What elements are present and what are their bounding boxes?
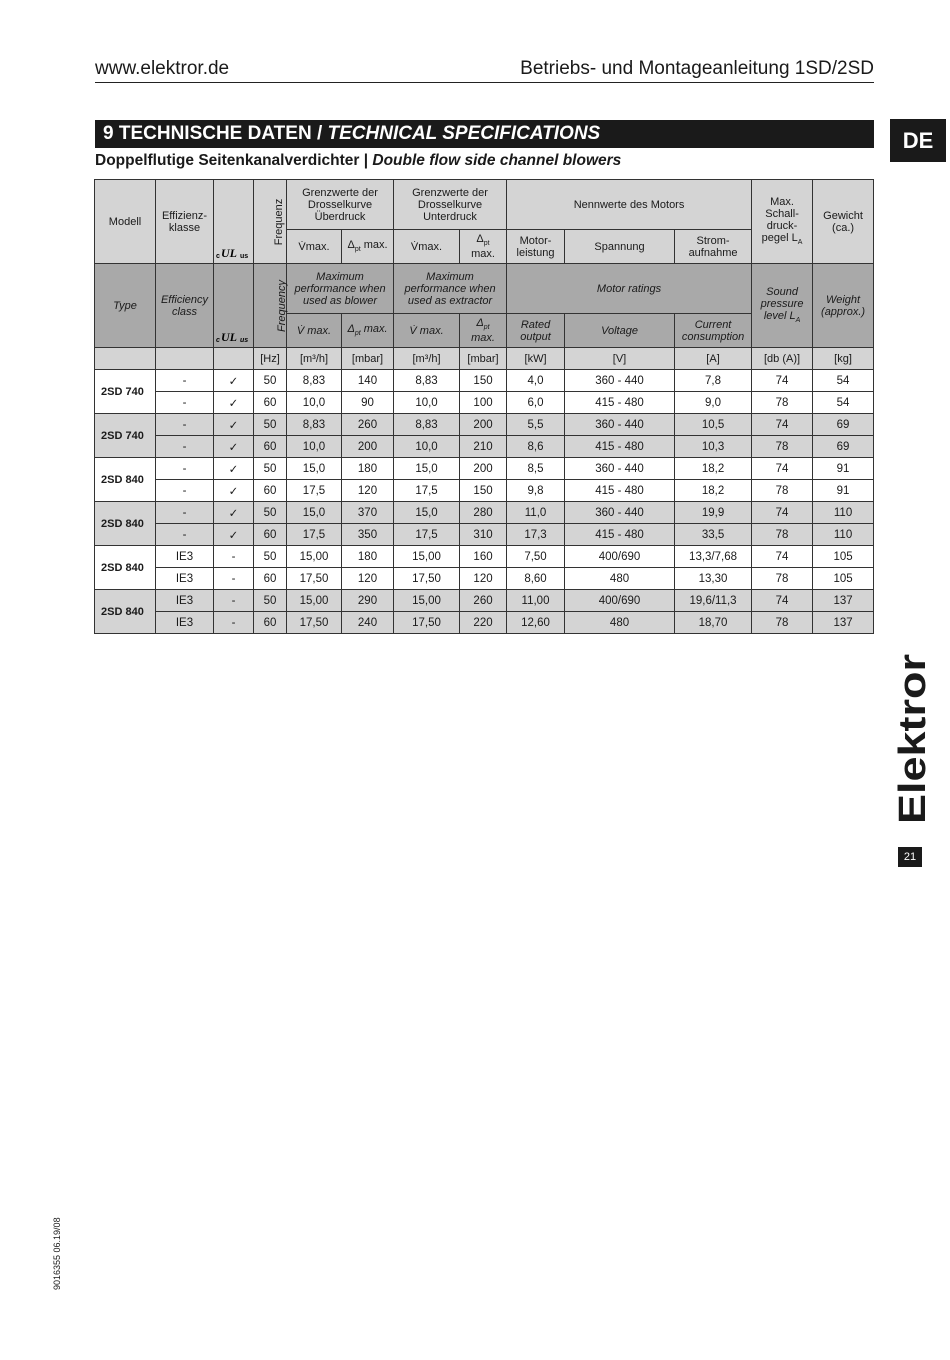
cell-kg: 137 <box>813 590 874 612</box>
table-row <box>95 590 874 612</box>
cell-model: 2SD 840 <box>95 458 156 502</box>
cell-db: 74 <box>752 546 813 568</box>
th-voltage: Voltage <box>565 314 675 348</box>
cell-v1: 15,0 <box>287 502 342 524</box>
svg-text:UL: UL <box>221 330 237 344</box>
cell-db: 74 <box>752 590 813 612</box>
cell-kw: 8,6 <box>507 436 565 458</box>
cell-ul: ✓ <box>214 458 254 480</box>
table-row <box>95 502 874 524</box>
cell-db: 74 <box>752 458 813 480</box>
cell-p1: 180 <box>342 458 394 480</box>
th-frequenz: Frequenz <box>254 180 287 264</box>
cell-p2: 200 <box>460 414 507 436</box>
th-current: Current consumption <box>675 314 752 348</box>
cell-kw: 5,5 <box>507 414 565 436</box>
th-extractor: Maximum performance when used as extractor <box>394 264 507 314</box>
cell-kg: 54 <box>813 370 874 392</box>
cell-v1: 17,5 <box>287 524 342 546</box>
cell-p1: 240 <box>342 612 394 634</box>
cell-v2: 17,50 <box>394 568 460 590</box>
cell-db: 74 <box>752 414 813 436</box>
th-ul-mark <box>214 180 254 264</box>
cell-v2: 15,0 <box>394 458 460 480</box>
cell-v1: 10,0 <box>287 436 342 458</box>
header-divider <box>95 82 874 83</box>
th-ul-mark-en <box>214 264 254 348</box>
cell-eff: - <box>156 524 214 546</box>
th-modell: Modell <box>95 180 156 264</box>
cell-eff: IE3 <box>156 612 214 634</box>
th-vmax-1: V̇max. <box>287 230 342 264</box>
unit-blank-3 <box>214 348 254 370</box>
table-row <box>95 546 874 568</box>
cell-v1: 8,83 <box>287 414 342 436</box>
cell-db: 78 <box>752 568 813 590</box>
cell-kw: 12,60 <box>507 612 565 634</box>
cell-volt: 415 - 480 <box>565 436 675 458</box>
cell-kw: 9,8 <box>507 480 565 502</box>
cell-p2: 120 <box>460 568 507 590</box>
cell-p2: 150 <box>460 370 507 392</box>
cell-amp: 13,3/7,68 <box>675 546 752 568</box>
th-en-vmax-2: V̇ max. <box>394 314 460 348</box>
cell-amp: 19,9 <box>675 502 752 524</box>
cell-amp: 9,0 <box>675 392 752 414</box>
th-effizienz: Effizienz-klasse <box>156 180 214 264</box>
cell-kw: 17,3 <box>507 524 565 546</box>
table-row <box>95 392 874 414</box>
cell-ul: ✓ <box>214 480 254 502</box>
spec-table <box>94 179 874 634</box>
cell-kg: 69 <box>813 436 874 458</box>
cell-ul: ✓ <box>214 436 254 458</box>
unit-kg: [kg] <box>813 348 874 370</box>
unit-mbar-1: [mbar] <box>342 348 394 370</box>
cell-eff: IE3 <box>156 568 214 590</box>
cell-kg: 91 <box>813 458 874 480</box>
cell-p1: 120 <box>342 568 394 590</box>
cell-ul: - <box>214 546 254 568</box>
cell-p1: 200 <box>342 436 394 458</box>
th-schall: Max. Schall-druck-pegel $L_A$ <box>752 180 813 264</box>
th-weight: Weight (approx.) <box>813 264 874 348</box>
cell-p2: 280 <box>460 502 507 524</box>
cell-ul: - <box>214 612 254 634</box>
cell-hz: 60 <box>254 524 287 546</box>
th-spannung: Spannung <box>565 230 675 264</box>
th-rated: Rated output <box>507 314 565 348</box>
table-row <box>95 458 874 480</box>
cell-db: 78 <box>752 480 813 502</box>
cell-kw: 8,60 <box>507 568 565 590</box>
cell-amp: 18,2 <box>675 480 752 502</box>
unit-blank-1 <box>95 348 156 370</box>
cell-db: 78 <box>752 436 813 458</box>
th-unterdruck: Grenzwerte der Drosselkurve Unterdruck <box>394 180 507 230</box>
cell-hz: 60 <box>254 612 287 634</box>
cell-p2: 200 <box>460 458 507 480</box>
th-dpt-2: $\Delta_{pt}$ max. <box>460 230 507 264</box>
cell-hz: 50 <box>254 414 287 436</box>
unit-db: [db (A)] <box>752 348 813 370</box>
cell-eff: IE3 <box>156 590 214 612</box>
cell-ul: - <box>214 568 254 590</box>
cell-p1: 290 <box>342 590 394 612</box>
cell-eff: - <box>156 502 214 524</box>
cell-kg: 110 <box>813 502 874 524</box>
unit-hz: [Hz] <box>254 348 287 370</box>
cell-hz: 50 <box>254 502 287 524</box>
cell-amp: 18,2 <box>675 458 752 480</box>
svg-text:UL: UL <box>221 246 237 260</box>
language-tab: DE <box>890 119 946 162</box>
cell-p2: 160 <box>460 546 507 568</box>
cell-p2: 220 <box>460 612 507 634</box>
th-gewicht: Gewicht (ca.) <box>813 180 874 264</box>
unit-blank-2 <box>156 348 214 370</box>
th-sound: Sound pressure level $L_A$ <box>752 264 813 348</box>
cell-db: 74 <box>752 370 813 392</box>
cell-hz: 60 <box>254 568 287 590</box>
cell-amp: 7,8 <box>675 370 752 392</box>
cell-db: 74 <box>752 502 813 524</box>
logo-wordmark: Elektror <box>892 680 934 824</box>
page-number: 21 <box>898 847 922 867</box>
cell-v1: 8,83 <box>287 370 342 392</box>
cell-model: 2SD 840 <box>95 590 156 634</box>
cell-model: 2SD 740 <box>95 370 156 414</box>
table-row <box>95 612 874 634</box>
cell-db: 78 <box>752 612 813 634</box>
cell-p2: 260 <box>460 590 507 612</box>
cell-kg: 137 <box>813 612 874 634</box>
cell-v2: 15,00 <box>394 590 460 612</box>
cell-v2: 15,0 <box>394 502 460 524</box>
cell-p2: 310 <box>460 524 507 546</box>
cell-ul: ✓ <box>214 502 254 524</box>
ul-mark-icon <box>216 244 252 260</box>
header-url: www.elektror.de <box>95 58 230 79</box>
cell-eff: IE3 <box>156 546 214 568</box>
svg-text:c: c <box>216 337 220 344</box>
unit-m3h-2: [m³/h] <box>394 348 460 370</box>
cell-kg: 54 <box>813 392 874 414</box>
cell-amp: 10,3 <box>675 436 752 458</box>
cell-hz: 50 <box>254 590 287 612</box>
svg-text:us: us <box>240 253 249 260</box>
cell-volt: 480 <box>565 612 675 634</box>
cell-ul: ✓ <box>214 370 254 392</box>
cell-v1: 17,50 <box>287 612 342 634</box>
cell-volt: 415 - 480 <box>565 392 675 414</box>
table-row <box>95 414 874 436</box>
table-row <box>95 436 874 458</box>
cell-model: 2SD 840 <box>95 502 156 546</box>
cell-volt: 400/690 <box>565 546 675 568</box>
th-dpt-1: $\Delta_{pt}$ max. <box>342 230 394 264</box>
cell-eff: - <box>156 480 214 502</box>
th-motor: Nennwerte des Motors <box>507 180 752 230</box>
cell-volt: 360 - 440 <box>565 458 675 480</box>
cell-db: 78 <box>752 392 813 414</box>
th-efficiency: Efficiency class <box>156 264 214 348</box>
cell-kg: 105 <box>813 546 874 568</box>
elektror-logo <box>893 652 933 827</box>
cell-volt: 480 <box>565 568 675 590</box>
cell-kg: 91 <box>813 480 874 502</box>
cell-volt: 415 - 480 <box>565 524 675 546</box>
cell-p2: 210 <box>460 436 507 458</box>
th-ueberdruck: Grenzwerte der Drosselkurve Überdruck <box>287 180 394 230</box>
cell-v1: 15,00 <box>287 590 342 612</box>
cell-eff: - <box>156 436 214 458</box>
table-row <box>95 480 874 502</box>
section-title-de: 9 TECHNISCHE DATEN / <box>103 123 328 144</box>
cell-hz: 50 <box>254 458 287 480</box>
cell-ul: ✓ <box>214 414 254 436</box>
cell-db: 78 <box>752 524 813 546</box>
section-title-en: TECHNICAL SPECIFICATIONS <box>327 123 601 144</box>
units-row <box>95 348 874 370</box>
unit-m3h-1: [m³/h] <box>287 348 342 370</box>
th-motorleistung: Motor-leistung <box>507 230 565 264</box>
cell-amp: 10,5 <box>675 414 752 436</box>
cell-ul: ✓ <box>214 524 254 546</box>
table-subtitle <box>95 152 621 170</box>
cell-kw: 8,5 <box>507 458 565 480</box>
unit-mbar-2: [mbar] <box>460 348 507 370</box>
header-manual-title: Betriebs- und Montageanleitung 1SD/2SD <box>520 58 874 79</box>
table-row <box>95 370 874 392</box>
cell-p1: 350 <box>342 524 394 546</box>
cell-v2: 10,0 <box>394 392 460 414</box>
cell-kg: 69 <box>813 414 874 436</box>
cell-volt: 400/690 <box>565 590 675 612</box>
cell-v2: 17,5 <box>394 480 460 502</box>
header-row-en-1 <box>95 264 874 314</box>
cell-v1: 10,0 <box>287 392 342 414</box>
cell-v1: 17,50 <box>287 568 342 590</box>
cell-p1: 140 <box>342 370 394 392</box>
header-row-de-1 <box>95 180 874 230</box>
th-en-vmax-1: V̇ max. <box>287 314 342 348</box>
cell-v2: 17,5 <box>394 524 460 546</box>
cell-hz: 50 <box>254 370 287 392</box>
unit-kw: [kW] <box>507 348 565 370</box>
cell-p2: 100 <box>460 392 507 414</box>
cell-kw: 11,00 <box>507 590 565 612</box>
cell-hz: 60 <box>254 436 287 458</box>
subtitle-en: Double flow side channel blowers <box>372 152 622 169</box>
cell-amp: 19,6/11,3 <box>675 590 752 612</box>
table-row <box>95 524 874 546</box>
cell-amp: 18,70 <box>675 612 752 634</box>
cell-p1: 260 <box>342 414 394 436</box>
cell-p1: 180 <box>342 546 394 568</box>
cell-eff: - <box>156 414 214 436</box>
th-type: Type <box>95 264 156 348</box>
cell-eff: - <box>156 458 214 480</box>
cell-volt: 360 - 440 <box>565 502 675 524</box>
th-vmax-2: V̇max. <box>394 230 460 264</box>
cell-model: 2SD 840 <box>95 546 156 590</box>
svg-text:us: us <box>240 337 249 344</box>
cell-hz: 60 <box>254 480 287 502</box>
cell-kg: 110 <box>813 524 874 546</box>
unit-a: [A] <box>675 348 752 370</box>
cell-volt: 415 - 480 <box>565 480 675 502</box>
th-en-dpt-2: $\Delta_{pt}$ max. <box>460 314 507 348</box>
cell-v1: 17,5 <box>287 480 342 502</box>
table-row <box>95 568 874 590</box>
cell-v2: 17,50 <box>394 612 460 634</box>
cell-p1: 90 <box>342 392 394 414</box>
cell-amp: 33,5 <box>675 524 752 546</box>
cell-model: 2SD 740 <box>95 414 156 458</box>
th-frequency: Frequency <box>254 264 287 348</box>
cell-hz: 50 <box>254 546 287 568</box>
th-blower: Maximum performance when used as blower <box>287 264 394 314</box>
svg-text:c: c <box>216 253 220 260</box>
cell-volt: 360 - 440 <box>565 414 675 436</box>
cell-v2: 8,83 <box>394 370 460 392</box>
cell-p1: 120 <box>342 480 394 502</box>
cell-kw: 7,50 <box>507 546 565 568</box>
unit-v: [V] <box>565 348 675 370</box>
cell-v2: 10,0 <box>394 436 460 458</box>
cell-p1: 370 <box>342 502 394 524</box>
subtitle-de: Doppelflutige Seitenkanalverdichter | <box>95 152 373 169</box>
cell-hz: 60 <box>254 392 287 414</box>
cell-v2: 8,83 <box>394 414 460 436</box>
th-strom: Strom-aufnahme <box>675 230 752 264</box>
cell-kw: 4,0 <box>507 370 565 392</box>
cell-eff: - <box>156 392 214 414</box>
cell-kg: 105 <box>813 568 874 590</box>
section-title <box>95 120 874 148</box>
cell-ul: ✓ <box>214 392 254 414</box>
cell-volt: 360 - 440 <box>565 370 675 392</box>
ul-mark-icon <box>216 328 252 344</box>
cell-eff: - <box>156 370 214 392</box>
cell-v2: 15,00 <box>394 546 460 568</box>
th-motor-ratings: Motor ratings <box>507 264 752 314</box>
cell-ul: - <box>214 590 254 612</box>
cell-amp: 13,30 <box>675 568 752 590</box>
doc-number: 9016355 06.19/08 <box>52 1217 62 1290</box>
cell-kw: 6,0 <box>507 392 565 414</box>
cell-v1: 15,00 <box>287 546 342 568</box>
cell-v1: 15,0 <box>287 458 342 480</box>
th-en-dpt-1: $\Delta_{pt}$ max. <box>342 314 394 348</box>
cell-kw: 11,0 <box>507 502 565 524</box>
cell-p2: 150 <box>460 480 507 502</box>
